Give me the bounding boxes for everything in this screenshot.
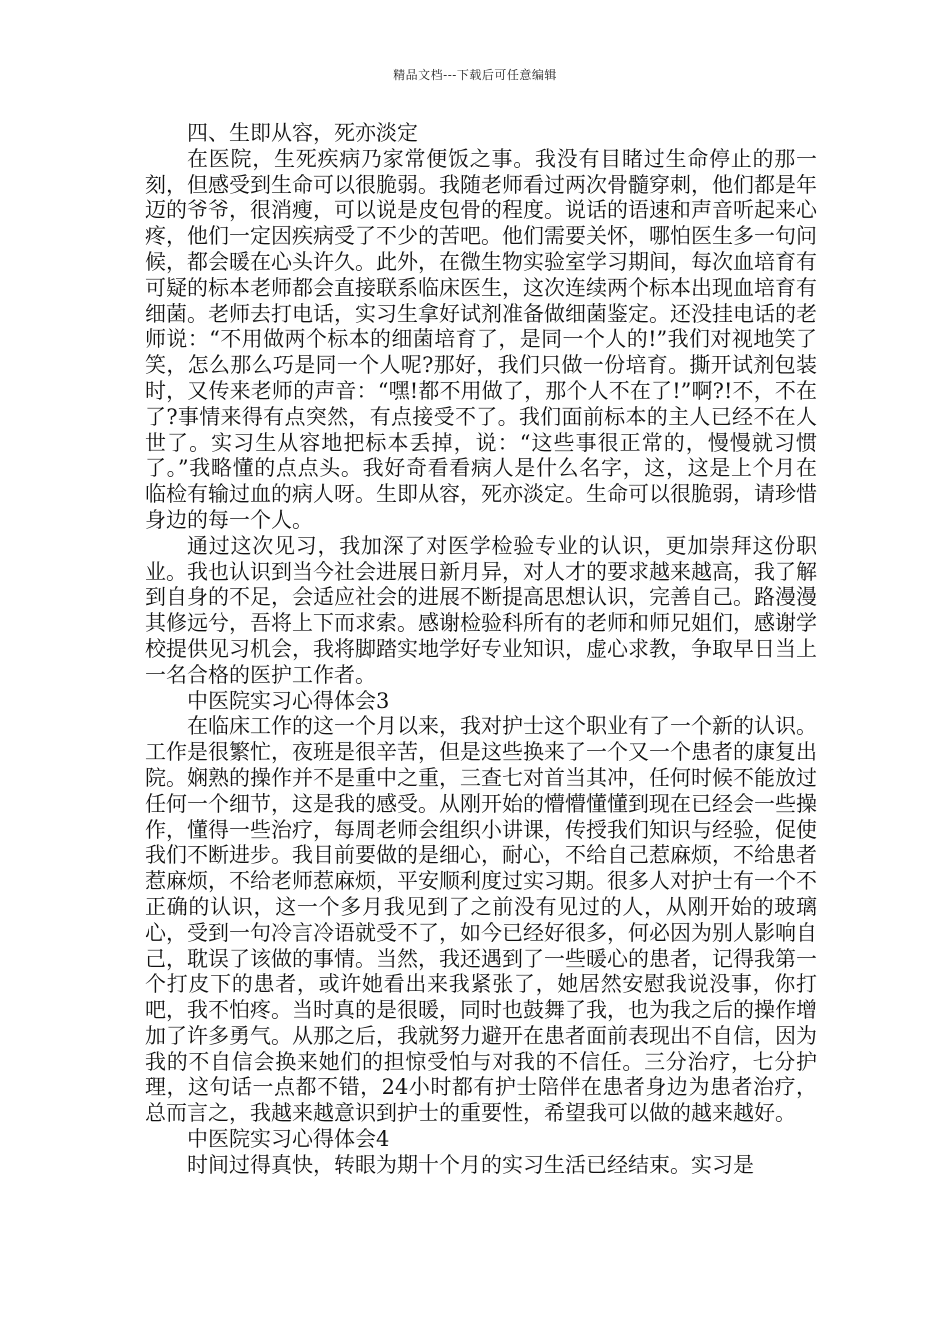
body-paragraph: 通过这次见习，我加深了对医学检验专业的认识，更加崇拜这份职业。我也认识到当今社会进展日新月异，对人才的要求越来越高，我了解到自身的不足，会适应社会的进展不断提高思想认识，完善自己。路漫漫其修远兮，吾将上下而求索。感谢检验科所有的老师和师兄姐们，感谢学校提供见习机会，我将脚踏实地学好专业知识，虚心求教，争取早日当上一名合格的医护工作者。 bbox=[145, 533, 817, 687]
section-heading: 中医院实习心得体会4 bbox=[187, 1127, 390, 1152]
page-header: 精品文档---下载后可任意编辑 bbox=[393, 68, 557, 82]
body-paragraph: 在临床工作的这一个月以来，我对护士这个职业有了一个新的认识。工作是很繁忙，夜班是很辛苦，但是这些换来了一个又一个患者的康复出院。娴熟的操作并不是重中之重，三查七对首当其冲，任何时候不能放过任何一个细节，这是我的感受。从刚开始的懵懵懂懂到现在已经会一些操作，懂得一些治疗，每周老师会组织小讲课，传授我们知识与经验，促使我们不断进步。我目前要做的是细心，耐心，不给自己惹麻烦，不给患者惹麻烦，不给老师惹麻烦，平安顺利度过实习期。很多人对护士有一个不正确的认识，这一个多月我见到了之前没有见过的人，从刚开始的玻璃心，受到一句冷言冷语就受不了，如今已经好很多，何必因为别人影响自己，耽误了该做的事情。当然，我还遇到了一些暖心的患者，记得我第一个打皮下的患者，或许她看出来我紧张了，她居然安慰我说没事，你打吧，我不怕疼。当时真的是很暖，同时也鼓舞了我，也为我之后的操作增加了许多勇气。从那之后，我就努力避开在患者面前表现出不自信，因为我的不自信会换来她们的担惊受怕与对我的不信任。三分治疗，七分护理，这句话一点都不错，24小时都有护士陪伴在患者身边为患者治疗，总而言之，我越来越意识到护士的重要性，希望我可以做的越来越好。 bbox=[145, 714, 817, 1126]
document-body bbox=[145, 121, 817, 1179]
body-paragraph: 时间过得真快，转眼为期十个月的实习生活已经结束。实习是 bbox=[187, 1152, 754, 1177]
section-heading: 四、生即从容，死亦淡定 bbox=[187, 121, 418, 145]
body-paragraph: 在医院，生死疾病乃家常便饭之事。我没有目睹过生命停止的那一刻，但感受到生命可以很脆弱。我随老师看过两次骨髓穿刺，他们都是年迈的爷爷，很消瘦，可以说是皮包骨的程度。说话的语速和声音听起来心疼，他们一定因疾病受了不少的苦吧。他们需要关怀，哪怕医生多一句问候，都会暖在心头许久。此外，在微生物实验室学习期间，每次血培育有可疑的标本老师都会直接联系临床医生，这次连续两个标本出现血培育有细菌。老师去打电话，实习生拿好试剂准备做细菌鉴定。还没挂电话的老师说：“不用做两个标本的细菌培育了，是同一个人的!”我们对视地笑了笑，怎么那么巧是同一个人呢?那好，我们只做一份培育。撕开试剂包装时，又传来老师的声音：“嘿!都不用做了，那个人不在了!”啊?!不，不在了?事情来得有点突然，有点接受不了。我们面前标本的主人已经不在人世了。实习生从容地把标本丢掉，说：“这些事很正常的，慢慢就习惯了。”我略懂的点点头。我好奇看看病人是什么名字，这，这是上个月在临检有输过血的病人呀。生即从容，死亦淡定。生命可以很脆弱，请珍惜身边的每一个人。 bbox=[145, 146, 817, 532]
section-heading: 中医院实习心得体会3 bbox=[187, 688, 390, 713]
